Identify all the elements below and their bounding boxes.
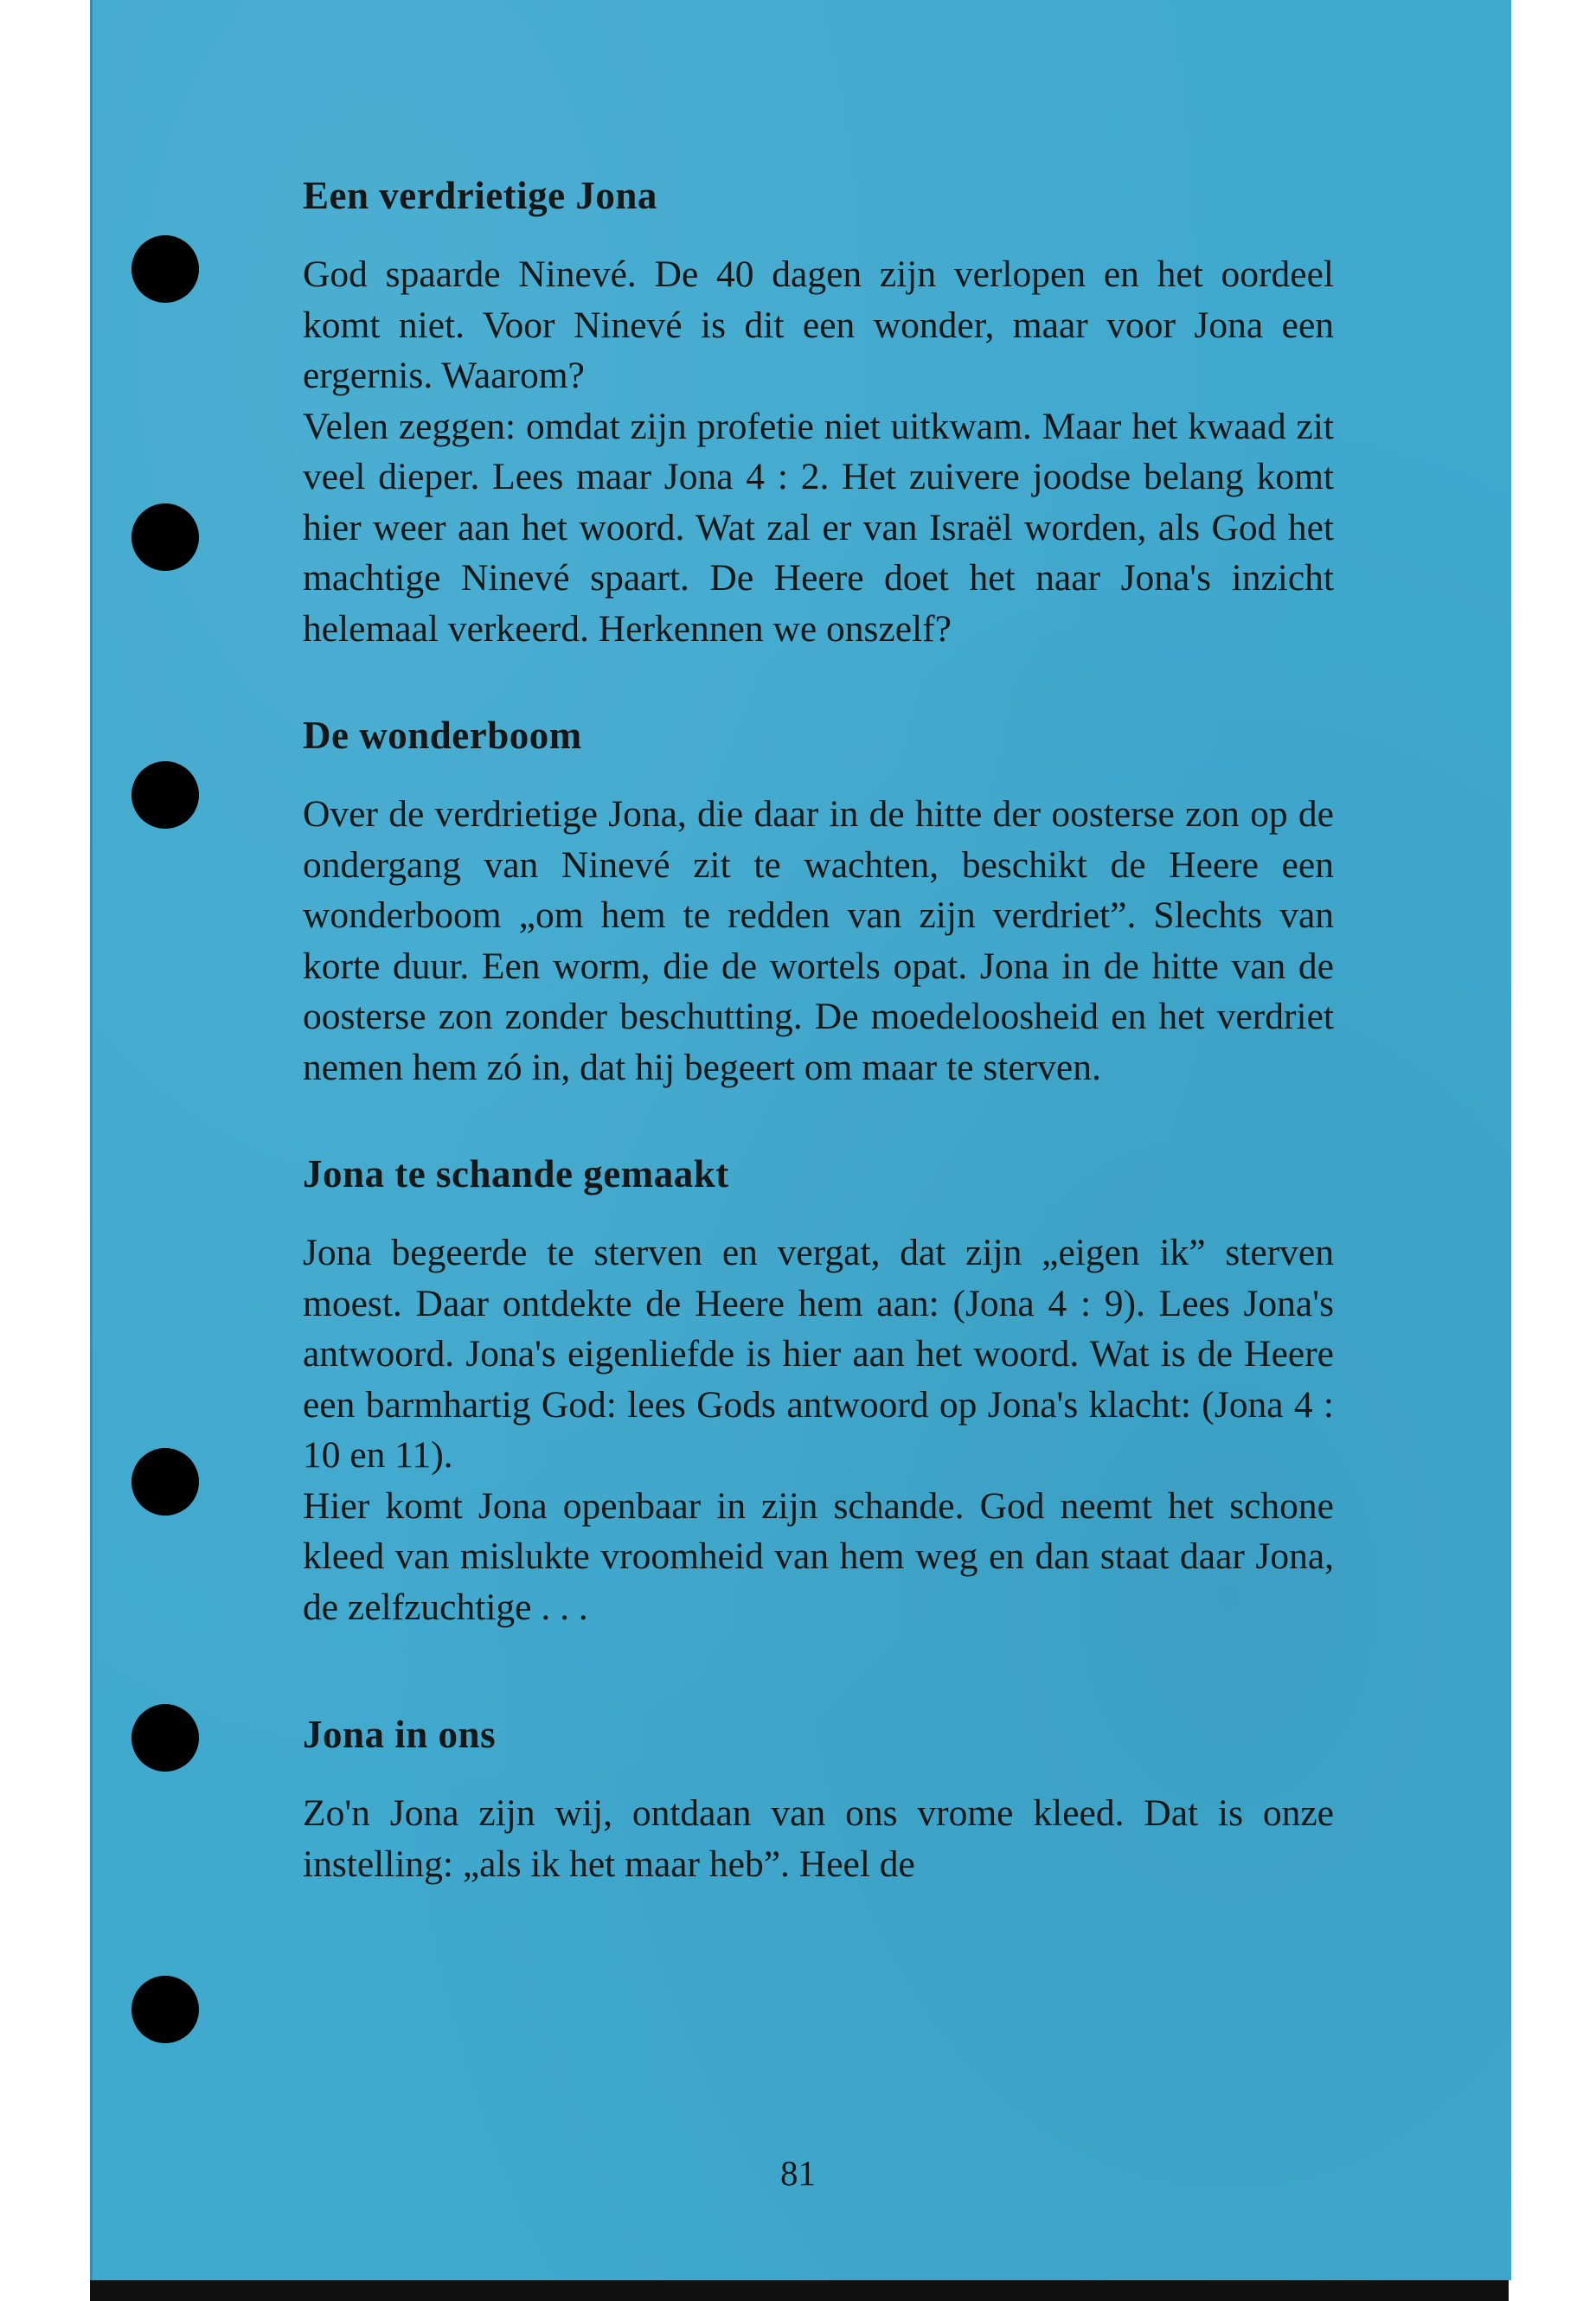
binder-hole [131,1448,199,1516]
binder-hole [131,761,199,829]
section-heading: Een verdrietige Jona [303,174,657,217]
paragraph: Jona begeerde te sterven en vergat, dat zijn „eigen ik” sterven moest. Daar ontdekte de Heere hem aan: (Jona 4 : 9). Lees Jona's antwoord. Jona's eigenliefde is hier aan het woord. Wat is de Heere een barmhartig God: lees Gods antwoord op Jona's klacht: (Jona 4 : 10 en 11). [303,1232,1334,1476]
paragraph: Hier komt Jona openbaar in zijn schande. God neemt het schone kleed van mislukte vroomheid van hem weg en dan staat daar Jona, de zelfzuchtige . . . [303,1484,1334,1628]
binder-hole [131,235,199,303]
paragraph: God spaarde Ninevé. De 40 dagen zijn verlopen en het oordeel komt niet. Voor Ninevé is dit een wonder, maar voor Jona een ergernis. Waarom? [303,253,1334,396]
binder-hole [131,503,199,571]
section-heading: Jona in ons [303,1713,497,1756]
page-content [303,173,1334,1948]
section-jona-te-schande-gemaakt [303,1151,1334,1632]
binder-hole [131,1704,199,1772]
paragraph: Velen zeggen: omdat zijn profetie niet uitkwam. Maar het kwaad zit veel dieper. Lees maar Jona 4 : 2. Het zuivere joodse belang komt hier weer aan het woord. Wat zal er van Israël worden, als God het machtige Ninevé spaart. De Heere doet het naar Jona's inzicht helemaal verkeerd. Herkennen we onszelf? [303,405,1334,650]
paragraph: Over de verdrietige Jona, die daar in de hitte der oosterse zon op de ondergang van Ninevé zit te wachten, beschikt de Heere een wonderboom „om hem te redden van zijn verdriet”. Slechts van korte duur. Een worm, die de wortels opat. Jona in de hitte van de oosterse zon zonder beschutting. De moedeloosheid en het verdriet nemen hem zó in, dat hij begeert om maar te sterven. [303,793,1334,1088]
binder-hole [131,1976,199,2043]
section-de-wonderboom [303,713,1334,1093]
section-heading: De wonderboom [303,714,582,757]
section-een-verdrietige-jona [303,173,1334,654]
scan-bottom-edge [90,2280,1509,2301]
section-heading: Jona te schande gemaakt [303,1152,729,1195]
page-number: 81 [780,2153,816,2193]
paragraph: Zo'n Jona zijn wij, ontdaan van ons vrome kleed. Dat is onze instelling: „als ik het maar heb”. Heel de [303,1792,1334,1885]
section-jona-in-ons [303,1712,1334,1889]
